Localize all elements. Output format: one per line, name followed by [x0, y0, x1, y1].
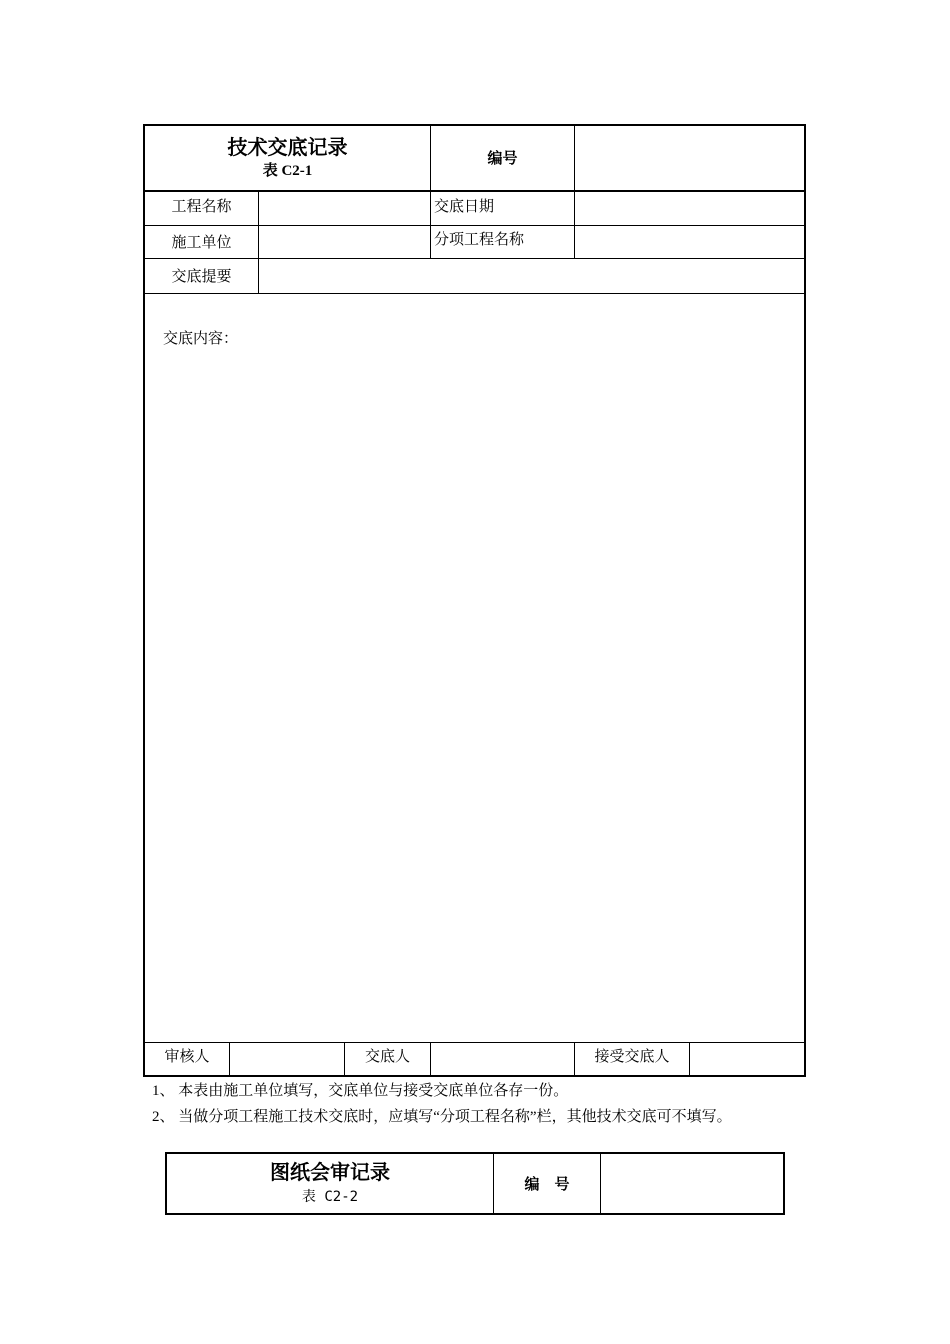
construction-unit-label: 施工单位 — [171, 235, 232, 251]
note-item: 1、 本表由施工单位填写，交底单位与接受交底单位各存一份。 — [152, 1083, 569, 1099]
sub-project-field[interactable] — [575, 226, 804, 258]
form2-number-field[interactable] — [601, 1154, 783, 1213]
form1-number-label: 编号 — [487, 151, 518, 167]
form1-subtitle: 表 C2-1 — [262, 163, 313, 179]
form1-header-divider-2 — [574, 124, 575, 191]
reviewer-field[interactable] — [230, 1043, 344, 1075]
discloser-field[interactable] — [431, 1043, 574, 1075]
form2-border-bottom — [165, 1213, 785, 1215]
construction-unit-field[interactable] — [259, 226, 430, 258]
form1-mid-divider — [430, 191, 431, 259]
form2-title: 图纸会审记录 — [270, 1160, 390, 1184]
project-name-label: 工程名称 — [171, 199, 232, 215]
reviewer-label: 审核人 — [164, 1049, 210, 1065]
summary-label: 交底提要 — [171, 269, 232, 285]
form2-border-right — [783, 1152, 785, 1215]
discloser-label: 交底人 — [364, 1049, 410, 1065]
form2-subtitle: 表 C2-2 — [301, 1189, 359, 1205]
disclosure-date-label: 交底日期 — [434, 199, 495, 215]
receiver-label: 接受交底人 — [594, 1049, 670, 1065]
sub-project-label: 分项工程名称 — [434, 232, 525, 248]
receiver-field[interactable] — [690, 1043, 804, 1075]
form2-number-label: 编 号 — [524, 1177, 570, 1193]
project-name-field[interactable] — [259, 192, 430, 225]
disclosure-date-field[interactable] — [575, 192, 804, 225]
summary-field[interactable] — [259, 259, 804, 293]
content-area[interactable] — [145, 355, 804, 1041]
content-label: 交底内容： — [163, 331, 239, 347]
form1-border-top — [143, 124, 806, 126]
form1-row-line-3 — [143, 293, 806, 294]
form1-border-bottom — [143, 1075, 806, 1077]
form1-border-right — [804, 124, 806, 1077]
form1-title: 技术交底记录 — [227, 135, 348, 159]
note-item: 2、 当做分项工程施工技术交底时，应填写“分项工程名称”栏，其他技术交底可不填写。 — [152, 1109, 732, 1125]
